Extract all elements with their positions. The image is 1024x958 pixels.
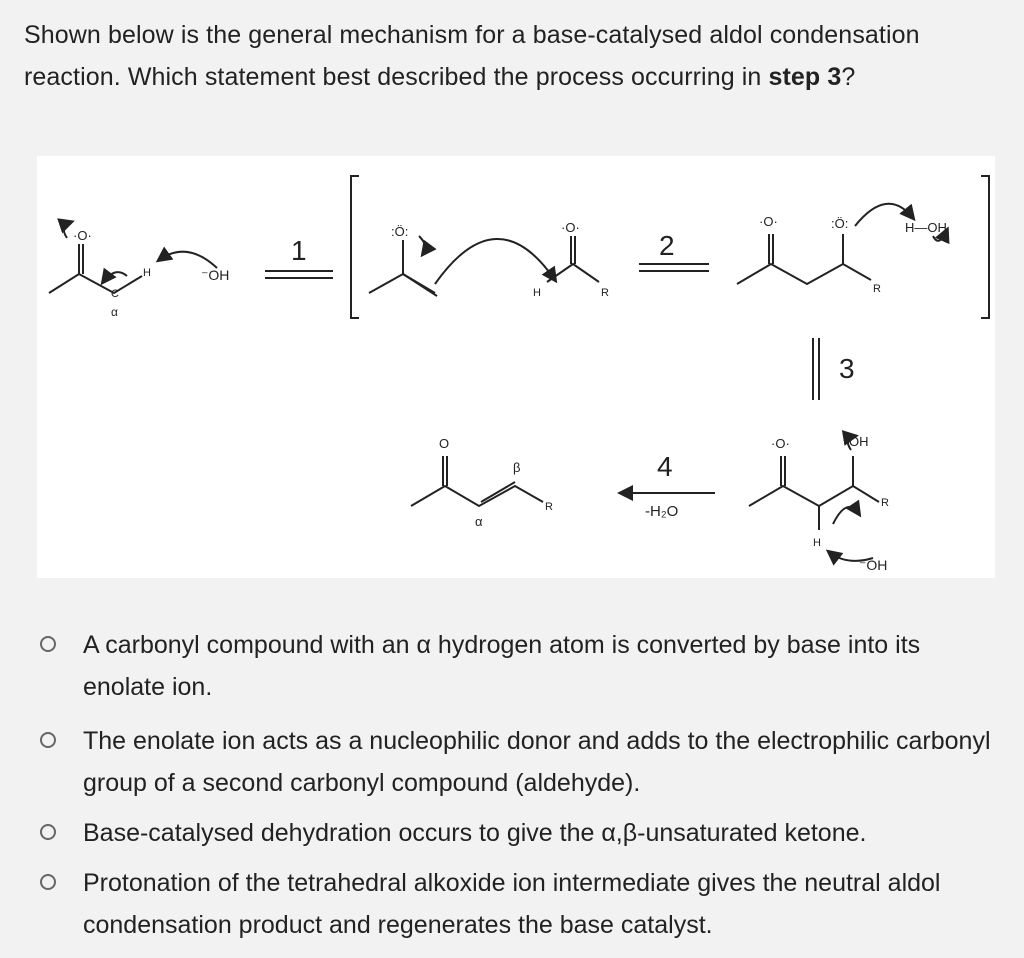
step-label-4: 4	[657, 451, 673, 482]
arrow-o-lone-pair	[64, 222, 71, 238]
m1-oxygen: ·O·	[73, 228, 92, 243]
answer-option-4-label: Protonation of the tetrahedral alkoxide ion intermediate gives the neutral aldol condensation product and regenerates the base catalyst.	[83, 869, 941, 939]
question-body: Shown below is the general mechanism for a base-catalysed aldol condensation reaction. Which statement best described the process occurring in	[24, 21, 920, 91]
arrow-hydroxide-attack	[159, 252, 217, 268]
aldol-hydroxyl: OH	[849, 434, 869, 449]
answer-option-1-label: A carbonyl compound with an α hydrogen atom is converted by base into its enolate ion.	[83, 631, 921, 701]
m1-alpha: α	[111, 305, 118, 319]
alkoxide-carbonyl	[769, 234, 773, 264]
enone-carbonyl	[443, 456, 447, 486]
question-end: ?	[841, 63, 856, 91]
question-emphasis: step 3	[768, 63, 842, 91]
aldehyde-carbonyl	[571, 236, 575, 264]
mechanism-figure	[37, 156, 995, 578]
answer-option-3[interactable]	[40, 812, 1000, 854]
aldol-skeleton	[749, 486, 879, 506]
aldol-r: R	[881, 497, 889, 509]
enone-r: R	[545, 501, 553, 513]
alkoxide-ketone-oxygen: ·O·	[759, 214, 778, 229]
answer-option-4[interactable]	[40, 862, 1000, 946]
enone-skeleton	[411, 486, 543, 506]
question-text	[24, 14, 1004, 98]
water-molecule: H—OH	[905, 220, 947, 235]
arrow-enolate-attack	[435, 239, 555, 284]
arrow-elimination	[833, 507, 859, 524]
radio-button-2[interactable]	[40, 732, 56, 748]
enolate-oxygen: :Ö:	[391, 224, 409, 239]
aldehyde-hydrogen: H	[533, 287, 541, 299]
enolate-skeleton	[369, 274, 435, 293]
right-bracket	[981, 176, 989, 318]
alkoxide-r: R	[873, 283, 881, 295]
left-bracket	[351, 176, 359, 318]
m1-hydrogen: H	[143, 267, 151, 279]
step-label-3: 3	[839, 353, 855, 384]
enone-double-bond	[481, 482, 515, 502]
aldol-hydrogen: H	[813, 537, 821, 549]
arrow-ch-bond	[103, 272, 127, 282]
aldehyde-oxygen: ·O·	[561, 220, 580, 235]
aldol-ketone-oxygen: ·O·	[771, 436, 790, 451]
aldol-carbonyl	[781, 456, 785, 486]
ketone-skeleton	[49, 274, 142, 293]
step4-reagent: -H₂O	[645, 503, 679, 520]
enone-beta: β	[513, 460, 521, 475]
answer-option-1[interactable]	[40, 624, 1000, 708]
arrow-enolate-lp	[419, 236, 425, 254]
radio-button-1[interactable]	[40, 636, 56, 652]
m1-hydroxide: ⁻OH	[201, 267, 230, 283]
ketone-carbonyl-bond	[79, 244, 83, 274]
answer-option-3-label: Base-catalysed dehydration occurs to give the α,β-unsaturated ketone.	[83, 819, 867, 847]
step-label-2: 2	[659, 230, 675, 261]
answer-option-2-label: The enolate ion acts as a nucleophilic donor and adds to the electrophilic carbonyl group of a second carbonyl compound (aldehyde).	[83, 727, 991, 797]
m1-carbon: C	[111, 288, 119, 300]
aldehyde-r: R	[601, 287, 609, 299]
enolate-double-bond	[403, 274, 437, 296]
answer-option-2[interactable]	[40, 720, 1000, 804]
alkoxide-anion-oxygen: :Ö:	[831, 216, 849, 231]
enone-alpha: α	[475, 514, 483, 529]
radio-button-4[interactable]	[40, 874, 56, 890]
enone-oxygen: O	[439, 436, 450, 451]
radio-button-3[interactable]	[40, 824, 56, 840]
step-label-1: 1	[291, 235, 307, 266]
aldol-hydroxide: ⁻OH	[859, 557, 888, 573]
alkoxide-skeleton	[737, 264, 871, 284]
mechanism-diagram	[37, 156, 995, 578]
